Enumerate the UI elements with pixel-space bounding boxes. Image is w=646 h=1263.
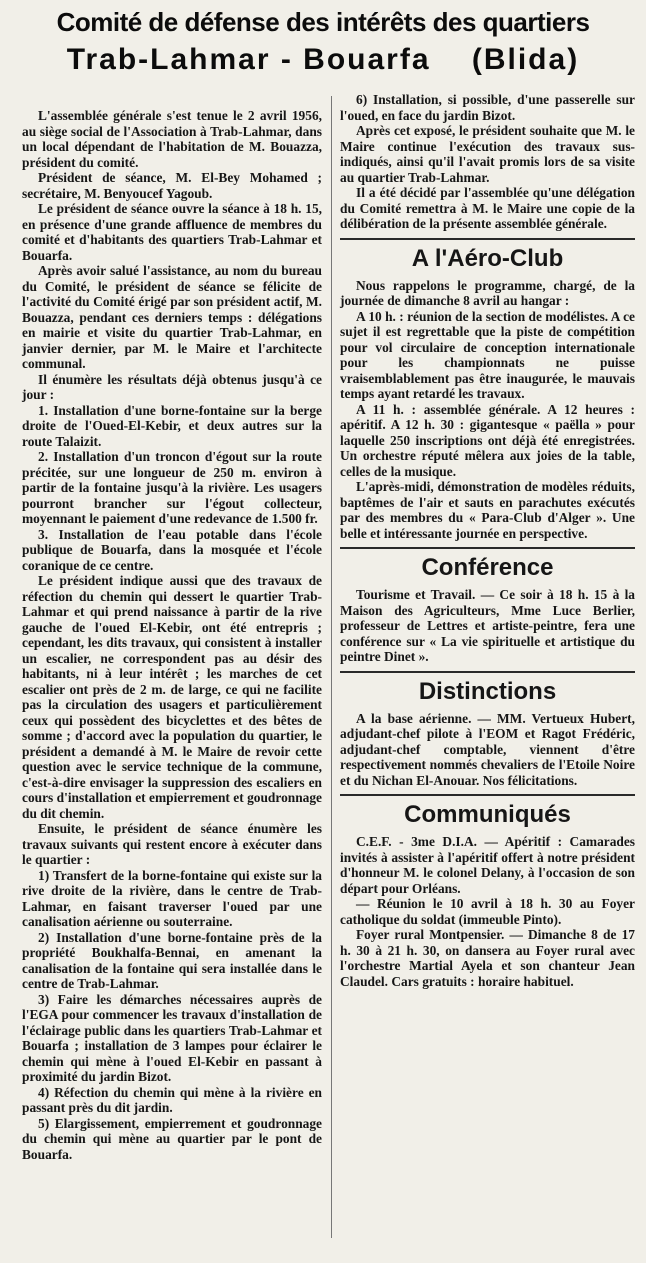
column-divider	[331, 96, 332, 1238]
distinctions-title: Distinctions	[418, 677, 557, 705]
right-column	[340, 92, 635, 989]
section-rule	[340, 794, 635, 796]
paragraph	[340, 711, 635, 789]
paragraph: Le président de séance ouvre la séance à 18 h. 15, en présence d'une grande affluence de membres du comité et d'habitants des quartiers Trab-Lahmar et Bouarfa.	[22, 201, 322, 263]
paragraph: Président de séance, M. El-Bey Mohamed ; secrétaire, M. Benyoucef Yagoub.	[22, 170, 322, 201]
list-item: 2) Installation d'une borne-fontaine près de la propriété Boukhalfa-Bennai, en amenant la canalisation de la fontaine qui sera installée dans le centre de Trab-Lahmar.	[22, 929, 322, 991]
paragraph	[340, 587, 635, 665]
paragraph	[340, 834, 635, 896]
aeroclub-title: A l'Aéro-Club	[411, 244, 564, 272]
paragraph-lead: A la base aérienne.	[356, 710, 472, 726]
list-item: 2. Installation d'un troncon d'égout sur la route précitée, sur une longueur de 250 m. environ à partir de la fontaine jusqu'à la rivière. Les usagers pourront brancher sur l'égout collecteur, moyennant le paiement d'une redevance de 1.500 fr.	[22, 449, 322, 526]
left-column	[22, 108, 322, 1162]
paragraph-lead: Tourisme et Travail.	[356, 587, 476, 602]
paragraph	[340, 927, 635, 989]
list-item: 4) Réfection du chemin qui mène à la rivière en passant près du dit jardin.	[22, 1084, 322, 1115]
paragraph-body: — Apéritif : Camarades invités à assister à l'apéritif offert à notre président d'honneur M. le colonel Delany, à l'occasion de son départ pour Orléans.	[340, 834, 635, 896]
paragraph-body: — Ce soir à 18 h. 15 à la Maison des Agriculteurs, Mme Luce Berlier, professeur de Lettres et artiste-peintre, fera une conférence sur « La vie spirituelle et artistique du peintre Dinet ».	[340, 587, 636, 664]
headline-line-2: Trab-Lahmar - Bouarfa (Blida)	[66, 43, 580, 76]
section-rule	[340, 238, 635, 240]
conference-title: Conférence	[421, 554, 554, 581]
paragraph: Après avoir salué l'assistance, au nom du bureau du Comité, le président de séance se félicite de l'activité du Comité érigé par son président actif, M. Bouazza, pendant ces derniers temps : délégations en mairie et visite du quartier Trab-Lahmar, en janvier dernier, par M. le Maire et l'architecte communal.	[22, 263, 322, 371]
communiques-title: Communiqués	[404, 801, 571, 828]
paragraph: Nous rappelons le programme, chargé, de la journée de dimanche 8 avril au hangar :	[340, 277, 635, 308]
paragraph: Il a été décidé par l'assemblée qu'une délégation du Comité remettra à M. le Maire une copie de la délibération de la présente assemblée générale.	[340, 185, 635, 231]
list-item: 3. Installation de l'eau potable dans l'école publique de Bouarfa, dans la mosquée et l'école coranique de ce centre.	[22, 526, 322, 573]
paragraph-lead: Foyer rural Montpensier.	[356, 927, 505, 942]
paragraph: Le président indique aussi que des travaux de réfection du chemin qui dessert le quartier Trab-Lahmar et qui prend naissance à partir de la rive gauche de l'oued El-Kebir, ont été entrepris ; cependant, les dits travaux, qui consistent à installer un escalier, ne correspondent pas au désir des habitants, ni à leur intérêt ; les marches de cet escalier ont près de 2 m. de large, ce qui ne facilite pas la circulation des usagers et particulièrement ceux qui possèdent des bicyclettes et des bêtes de somme ; d'accord avec la population du quartier, le président a demandé à M. le Maire de revoir cette question avec le service technique de la commune, c'est-à-dire envisager la suppression des escaliers en cours d'installation et empierrement et goudronnage du dit chemin.	[22, 573, 322, 821]
paragraph-lead: C.E.F. - 3me D.I.A.	[356, 834, 477, 849]
list-item: 6) Installation, si possible, d'une passerelle sur l'oued, en face du jardin Bizot.	[340, 92, 635, 123]
paragraph: Après cet exposé, le président souhaite que M. le Maire continue l'exécution des travaux sus-indiqués, ainsi qu'il l'avait promis lors de sa visite au quartier Trab-Lahmar.	[340, 123, 635, 185]
headline-line-1: Comité de défense des intérêts des quartiers	[56, 7, 590, 37]
section-rule	[340, 547, 635, 549]
list-item: 1) Transfert de la borne-fontaine qui existe sur la rive droite de la rivière, dans le centre de Trab-Lahmar, en faisant traverser l'oued par une canalisation aérienne ou souterraine.	[22, 867, 322, 929]
paragraph: L'assemblée générale s'est tenue le 2 avril 1956, au siège social de l'Association à Trab-Lahmar, dans un local dépendant de l'habitation de M. Bouazza, président du comité.	[22, 108, 322, 170]
paragraph: A 11 h. : assemblée générale. A 12 heures : apéritif. A 12 h. 30 : gigantesque « paëlla » pour laquelle 250 inscriptions ont déjà été enregistrées. Un orchestre réputé mêlera aux joies de la table, celles de la musique.	[340, 401, 635, 479]
paragraph-body: — Réunion le 10 avril à 18 h. 30 au Foyer catholique du soldat (immeuble Pinto).	[340, 896, 635, 927]
list-item: 3) Faire les démarches nécessaires auprès de l'EGA pour commencer les travaux d'installation de l'éclairage public dans les quartiers Trab-Lahmar et Bouarfa ; installation de 3 lampes pour éclairer le chemin qui mène à l'oued El-Kebir en passant à proximité du jardin Bizot.	[22, 991, 322, 1084]
paragraph: Ensuite, le président de séance énumère les travaux suivants qui restent encore à exécuter dans le quartier :	[22, 821, 322, 867]
paragraph	[340, 896, 635, 927]
section-rule	[340, 671, 635, 673]
paragraph-body: — Dimanche 8 de 17 h. 30 à 21 h. 30, on dansera au Foyer rural avec l'orchestre Martial Ayela et son chanteur Jean Claudel. Cars gratuits : horaire habituel.	[340, 927, 635, 989]
list-item: 5) Elargissement, empierrement et goudronnage du chemin qui mène au quartier par le pont de Bouarfa.	[22, 1115, 322, 1162]
list-item: 1. Installation d'une borne-fontaine sur la berge droite de l'Oued-El-Kebir, et deux autres sur la route Talaizit.	[22, 402, 322, 449]
paragraph: Il énumère les résultats déjà obtenus jusqu'à ce jour :	[22, 371, 322, 402]
paragraph-body: — MM. Vertueux Hubert, adjudant-chef pilote à l'EOM et Ragot Frédéric, adjudant-chef comptable, viennent d'être respectivement nommés chevaliers de l'Etoile Noire et du Nichan El-Anouar. Nos félicitations.	[340, 710, 635, 788]
article-headline	[8, 6, 638, 78]
paragraph: L'après-midi, démonstration de modèles réduits, baptêmes de l'air et sauts en parachutes exécutés par des membres du « Para-Club d'Alger ». Une belle et intéressante journée en perspective.	[340, 479, 635, 541]
paragraph: A 10 h. : réunion de la section de modélistes. A ce sujet il est regrettable que la piste de compétition pour vol circulaire de conception internationale pour les championnats ne puisse vraisemblablement pas être inaugurée, le mauvais temps ayant retardé les travaux.	[340, 308, 635, 401]
